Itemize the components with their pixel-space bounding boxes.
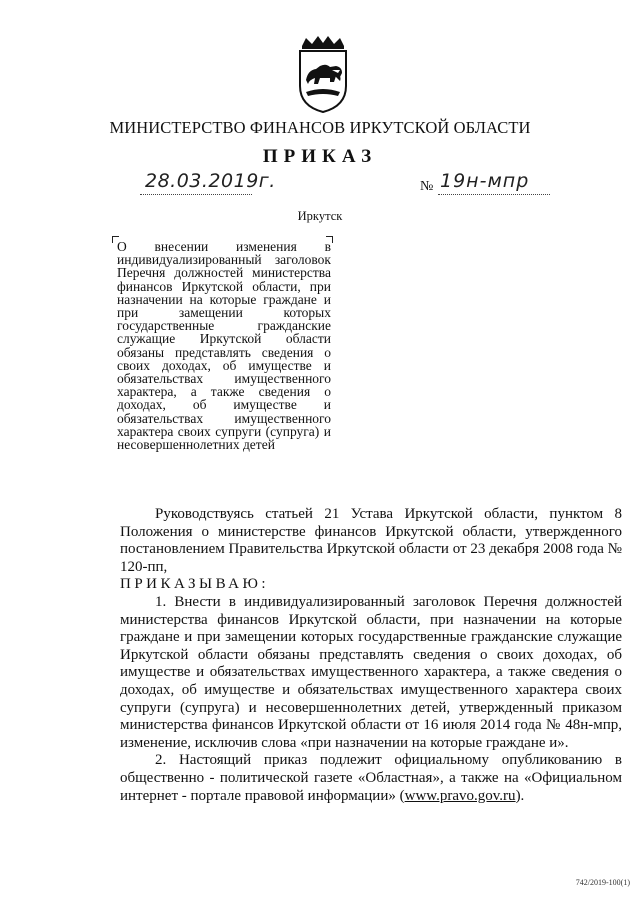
item-2 [120,752,622,805]
number-underline [438,194,550,195]
pravo-link[interactable]: www.pravo.gov.ru [404,787,516,804]
order-body [120,506,622,805]
order-number: 19н-мпр [440,170,530,192]
order-date: 28.03.2019г. [145,170,276,192]
document-type: ПРИКАЗ [262,146,378,167]
footer-code: 742/2019-100(1) [575,878,630,887]
city: Иркутск [297,209,343,223]
order-subject: О внесении изменения в индивидуализированный заголовок Перечня должностей министерства финансов Иркутской области, при назначении на которые граждане и при замещении которых государственные гражданские служащие Иркутской области обязаны представлять сведения о своих доходах, об имуществе и обязательствах имущественного характера, а также сведения о доходах, об имуществе и обязательствах имущественного характера своих супруги (супруга) и несовершеннолетних детей [117,239,331,453]
order-word: ПРИКАЗЫВАЮ: [120,576,270,593]
date-underline [140,194,252,195]
ministry-name: МИНИСТЕРСТВО ФИНАНСОВ ИРКУТСКОЙ ОБЛАСТИ [109,118,531,137]
item-2-text: 2. Настоящий приказ подлежит официальному опубликованию в общественно - политической газете «Областная», а также на «Официальном интернет - портале правовой информации» ( [120,752,622,804]
number-sign: № [420,179,434,194]
irkutsk-coat-of-arms-icon [296,36,350,114]
item-1: 1. Внести в индивидуализированный заголовок Перечня должностей министерства финансов Иркутской области, при назначении на которые граждане и при замещении которых государственные гражданские служащие Иркутской области обязаны представлять сведения о своих доходах, об имуществе и обязательствах имущественного характера, а также сведения о доходах, об имуществе и обязательствах имущественного характера своих супруги (супруга) и несовершеннолетних детей, утвержденный приказом министерства финансов Иркутской области от 16 июля 2014 года № 48н-мпр, изменение, исключив слова «при назначении на которые граждане и». [120,593,622,751]
item-2-end: ). [515,787,525,804]
preamble: Руководствуясь статьей 21 Устава Иркутской области, пунктом 8 Положения о министерстве финансов Иркутской области, утвержденного постановлением Правительства Иркутской области от 23 декабря 2008 года № 120-пп, [120,506,622,575]
